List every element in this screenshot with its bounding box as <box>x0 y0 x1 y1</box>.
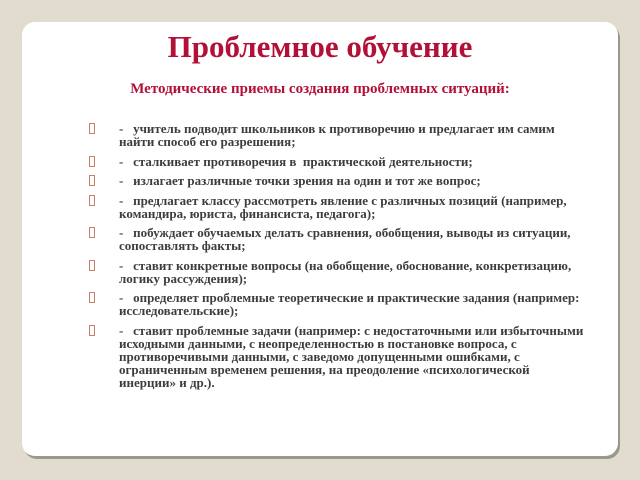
list-item-text: - предлагает классу рассмотреть явление с различных позиций (например, командира, юриста, финансиста, педагога); <box>119 192 570 221</box>
square-bullet-icon <box>89 292 95 303</box>
square-bullet-icon <box>89 123 95 134</box>
square-bullet-icon <box>89 195 95 206</box>
list-item-text: - учитель подводит школьников к противоречию и предлагает им самим найти способ его разрешения; <box>119 121 558 149</box>
list-item-text: - ставит проблемные задачи (например: с недостаточными или избыточными исходными данными, с неопределенностью в постановке вопроса, с противоречивыми данными, с заведомо допущенными ошибками, с ограниченным временем решения, на преодоление «психологической инерции» и др.). <box>119 322 587 390</box>
list-item <box>89 122 600 148</box>
list-item-text: - излагает различные точки зрения на один и тот же вопрос; <box>119 173 481 188</box>
list-item <box>89 194 600 220</box>
list-item-text: - определяет проблемные теоретические и практические задания (например: исследовательские); <box>119 290 583 318</box>
list-item <box>89 174 600 187</box>
list-item-text: - сталкивает противоречия в практической деятельности; <box>119 153 473 169</box>
square-bullet-icon <box>89 325 95 336</box>
square-bullet-icon <box>89 227 95 238</box>
list-item <box>89 259 600 285</box>
slide-card <box>22 22 618 456</box>
slide-subtitle: Методические приемы создания проблемных ситуаций: <box>130 81 510 97</box>
list-item <box>89 291 600 317</box>
list-item-text: - побуждает обучаемых делать сравнения, обобщения, выводы из ситуации, сопоставлять факты; <box>119 225 574 253</box>
square-bullet-icon <box>89 156 95 167</box>
list-item <box>89 226 600 252</box>
list-item-text: - ставит конкретные вопросы (на обобщение, обоснование, конкретизацию, логику рассуждения); <box>119 257 575 286</box>
list-item <box>89 324 600 389</box>
list-item <box>89 155 600 168</box>
square-bullet-icon <box>89 175 95 186</box>
square-bullet-icon <box>89 260 95 271</box>
bullet-list <box>22 122 618 389</box>
slide-title: Проблемное обучение <box>167 29 473 64</box>
